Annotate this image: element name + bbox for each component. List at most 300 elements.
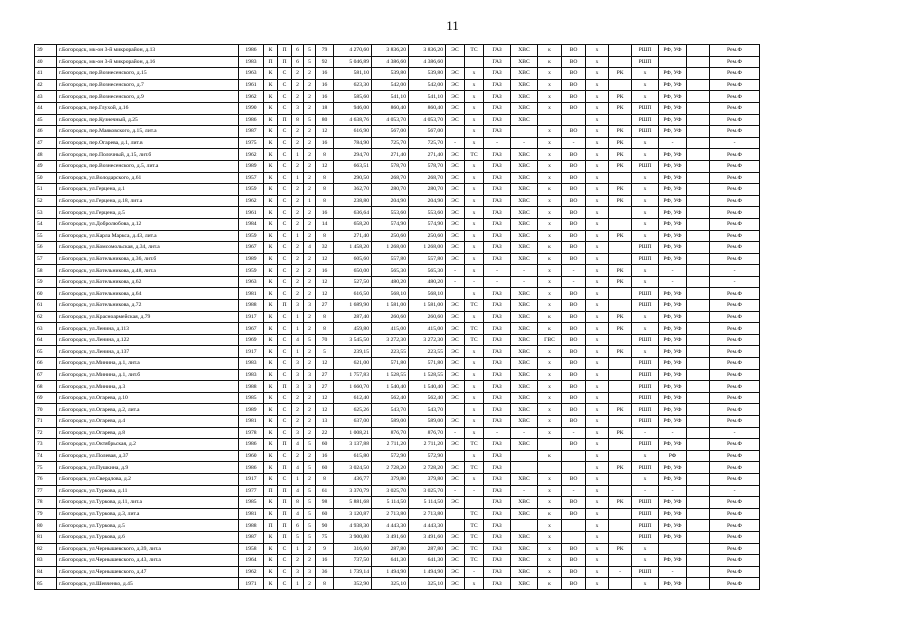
cell-floors: 2 — [304, 346, 316, 358]
cell-floors: 5 — [304, 114, 316, 126]
cell-living-area: 553,60 — [372, 207, 409, 219]
cell-repair-fund: - — [710, 137, 760, 149]
cell-shp: х — [632, 473, 659, 485]
cell-roof-repair — [609, 392, 632, 404]
cell-address: г.Богородск, ул.Красноармейская, д.79 — [57, 311, 239, 323]
cell-residential-area: 1 528,55 — [409, 369, 446, 381]
cell-col-x: х — [586, 230, 609, 242]
cell-material-floor: С — [278, 473, 292, 485]
cell-hot-water: х — [538, 288, 562, 300]
cell-shp: РШП — [632, 334, 659, 346]
cell-col-x: х — [586, 91, 609, 103]
cell-build-year: 1983 — [239, 56, 264, 68]
cell-material-floor: П — [278, 439, 292, 451]
cell-shp: - — [632, 485, 659, 497]
cell-col-x: х — [586, 497, 609, 509]
cell-cold-water: ХВС — [511, 555, 538, 567]
cell-living-area: 3 272,30 — [372, 334, 409, 346]
cell-heating: х — [465, 473, 484, 485]
cell-total-area: 585,60 — [334, 91, 372, 103]
table-row — [35, 149, 760, 161]
cell-facade: РФ, УФ — [659, 311, 687, 323]
cell-flats: 8 — [316, 230, 334, 242]
cell-roof-repair: РК — [609, 160, 632, 172]
cell-total-area: 616,90 — [334, 126, 372, 138]
cell-living-area: 2 713,80 — [372, 508, 409, 520]
cell-material-floor: С — [278, 369, 292, 381]
cell-cold-water: ХВС — [511, 369, 538, 381]
cell-material-wall: К — [264, 323, 278, 335]
cell-repair-fund: Рем.Ф — [710, 114, 760, 126]
cell-extra — [687, 126, 710, 138]
cell-build-year: 1983 — [239, 358, 264, 370]
cell-material-wall: К — [264, 160, 278, 172]
cell-build-year: 1985 — [239, 497, 264, 509]
cell-heating: х — [465, 79, 484, 91]
cell-entrances: 3 — [292, 369, 304, 381]
cell-electricity: ЭС — [446, 114, 465, 126]
cell-extra — [687, 91, 710, 103]
cell-entrances: 2 — [292, 450, 304, 462]
cell-cold-water: - — [511, 276, 538, 288]
cell-material-floor: С — [278, 288, 292, 300]
cell-material-wall: К — [264, 566, 278, 578]
cell-heating: - — [465, 485, 484, 497]
cell-col-x: х — [586, 207, 609, 219]
cell-build-year: 1962 — [239, 195, 264, 207]
cell-build-year: 1967 — [239, 242, 264, 254]
cell-build-year: 1957 — [239, 172, 264, 184]
cell-heating: х — [465, 218, 484, 230]
cell-gas: ГАЗ — [484, 68, 511, 80]
cell-living-area: 204,90 — [372, 195, 409, 207]
cell-extra — [687, 195, 710, 207]
cell-facade: - — [659, 485, 687, 497]
cell-build-year: 1989 — [239, 253, 264, 265]
cell-hot-water: ГВС — [538, 334, 562, 346]
cell-roof-repair: РК — [609, 126, 632, 138]
cell-residential-area: 3 272,30 — [409, 334, 446, 346]
cell-gas: - — [484, 276, 511, 288]
cell-extra — [687, 114, 710, 126]
cell-heating: ТС — [465, 508, 484, 520]
cell-row-number: 77 — [35, 485, 57, 497]
cell-heating — [465, 56, 484, 68]
cell-electricity — [446, 520, 465, 532]
cell-extra — [687, 531, 710, 543]
cell-total-area: 1 458,20 — [334, 242, 372, 254]
cell-extra — [687, 508, 710, 520]
cell-total-area: 637,00 — [334, 416, 372, 428]
cell-material-wall: К — [264, 416, 278, 428]
cell-roof-repair: РК — [609, 497, 632, 509]
cell-row-number: 75 — [35, 462, 57, 474]
cell-residential-area: 860,40 — [409, 102, 446, 114]
cell-build-year: 1971 — [239, 578, 264, 590]
cell-col-x: х — [586, 56, 609, 68]
cell-total-area: 316,60 — [334, 543, 372, 555]
cell-sewerage — [562, 520, 586, 532]
cell-electricity: ЭС — [446, 531, 465, 543]
cell-row-number: 70 — [35, 404, 57, 416]
cell-hot-water: х — [538, 91, 562, 103]
cell-entrances: 6 — [292, 45, 304, 57]
cell-shp: х — [632, 172, 659, 184]
cell-hot-water: х — [538, 566, 562, 578]
cell-extra — [687, 520, 710, 532]
cell-extra — [687, 45, 710, 57]
cell-roof-repair — [609, 450, 632, 462]
cell-address: г.Богородск, ул.Туркова, д.5 — [57, 520, 239, 532]
cell-material-floor: П — [278, 45, 292, 57]
cell-extra — [687, 358, 710, 370]
cell-entrances: 2 — [292, 137, 304, 149]
cell-cold-water: ХВС — [511, 56, 538, 68]
cell-roof-repair — [609, 253, 632, 265]
cell-residential-area: 1 268,00 — [409, 242, 446, 254]
table-row — [35, 56, 760, 68]
cell-flats: 61 — [316, 485, 334, 497]
table-row — [35, 218, 760, 230]
cell-sewerage: - — [562, 485, 586, 497]
cell-material-floor: С — [278, 358, 292, 370]
cell-hot-water: к — [538, 56, 562, 68]
cell-gas: ГАЗ — [484, 358, 511, 370]
cell-material-wall: К — [264, 508, 278, 520]
cell-cold-water: ХВС — [511, 102, 538, 114]
cell-floors: 2 — [304, 323, 316, 335]
cell-living-area: 223,55 — [372, 346, 409, 358]
cell-material-floor: П — [278, 531, 292, 543]
cell-facade: РФ, УФ — [659, 323, 687, 335]
cell-electricity: ЭС — [446, 392, 465, 404]
cell-extra — [687, 253, 710, 265]
cell-shp: РШП — [632, 253, 659, 265]
cell-gas: ГАЗ — [484, 300, 511, 312]
cell-entrances: 2 — [292, 126, 304, 138]
cell-living-area: 4 386,60 — [372, 56, 409, 68]
cell-roof-repair — [609, 45, 632, 57]
cell-gas: - — [484, 265, 511, 277]
table-row — [35, 172, 760, 184]
cell-total-area: 5 881,68 — [334, 497, 372, 509]
cell-row-number: 51 — [35, 184, 57, 196]
table-row — [35, 79, 760, 91]
cell-electricity: ЭС — [446, 184, 465, 196]
cell-facade: РФ, УФ — [659, 126, 687, 138]
cell-cold-water — [511, 520, 538, 532]
cell-sewerage: ВО — [562, 311, 586, 323]
cell-heating: ТС — [465, 300, 484, 312]
cell-total-area: 287,40 — [334, 311, 372, 323]
cell-total-area: 238,80 — [334, 195, 372, 207]
cell-flats: 60 — [316, 439, 334, 451]
cell-hot-water: х — [538, 485, 562, 497]
cell-repair-fund: Рем.Ф — [710, 381, 760, 393]
cell-cold-water: ХВС — [511, 578, 538, 590]
cell-col-x: х — [586, 276, 609, 288]
cell-row-number: 62 — [35, 311, 57, 323]
cell-repair-fund: - — [710, 265, 760, 277]
cell-roof-repair: РК — [609, 404, 632, 416]
cell-repair-fund: Рем.Ф — [710, 473, 760, 485]
cell-total-area: 3 545,50 — [334, 334, 372, 346]
cell-col-x: х — [586, 520, 609, 532]
cell-living-area: 1 528,55 — [372, 369, 409, 381]
cell-facade: РФ, УФ — [659, 79, 687, 91]
cell-facade: - — [659, 265, 687, 277]
cell-address: г.Богородск, ул.Пушкина, д.9 — [57, 462, 239, 474]
cell-material-floor: С — [278, 91, 292, 103]
cell-residential-area: 562,40 — [409, 392, 446, 404]
cell-heating: х — [465, 578, 484, 590]
cell-gas: ГАЗ — [484, 195, 511, 207]
cell-roof-repair — [609, 485, 632, 497]
table-row — [35, 497, 760, 509]
cell-entrances: 2 — [292, 253, 304, 265]
cell-row-number: 59 — [35, 276, 57, 288]
cell-build-year: 1961 — [239, 79, 264, 91]
cell-material-wall: К — [264, 137, 278, 149]
cell-hot-water: х — [538, 473, 562, 485]
cell-living-area: 1 581,00 — [372, 300, 409, 312]
cell-facade: РФ, УФ — [659, 218, 687, 230]
cell-flats: 16 — [316, 207, 334, 219]
cell-living-area: 562,40 — [372, 392, 409, 404]
cell-cold-water — [511, 462, 538, 474]
cell-hot-water: х — [538, 520, 562, 532]
cell-gas: ГАЗ — [484, 91, 511, 103]
cell-floors: 2 — [304, 126, 316, 138]
table-row — [35, 358, 760, 370]
cell-electricity: ЭС — [446, 300, 465, 312]
cell-material-wall: К — [264, 462, 278, 474]
cell-total-area: 294,70 — [334, 149, 372, 161]
cell-total-area: 4 938,30 — [334, 520, 372, 532]
cell-entrances: 1 — [292, 149, 304, 161]
cell-floors: 5 — [304, 508, 316, 520]
cell-material-wall: К — [264, 149, 278, 161]
cell-electricity: ЭС — [446, 149, 465, 161]
cell-sewerage: ВО — [562, 346, 586, 358]
cell-address: г.Богородск, ул.Минина, д.3 — [57, 381, 239, 393]
cell-electricity: ЭС — [446, 358, 465, 370]
table-row — [35, 276, 760, 288]
cell-living-area: 1 494,90 — [372, 566, 409, 578]
cell-material-floor: С — [278, 149, 292, 161]
cell-flats: 8 — [316, 473, 334, 485]
cell-material-wall: К — [264, 358, 278, 370]
cell-repair-fund: Рем.Ф — [710, 172, 760, 184]
cell-living-area: 589,00 — [372, 416, 409, 428]
cell-address: г.Богородск, пер.Огарева, д.1, лит.в — [57, 137, 239, 149]
table-row — [35, 207, 760, 219]
cell-entrances: 1 — [292, 311, 304, 323]
cell-roof-repair — [609, 369, 632, 381]
cell-material-floor: С — [278, 126, 292, 138]
cell-gas: ГАЗ — [484, 207, 511, 219]
cell-address: г.Богородск, ул.Чернышевского, д.43, лит.а — [57, 555, 239, 567]
cell-electricity: ЭС — [446, 497, 465, 509]
cell-shp: РШП — [632, 242, 659, 254]
cell-material-floor: С — [278, 334, 292, 346]
cell-total-area: 623,30 — [334, 79, 372, 91]
cell-flats: 8 — [316, 195, 334, 207]
cell-sewerage: ВО — [562, 392, 586, 404]
cell-address: г.Богородск, ул.Огарева, д.4 — [57, 416, 239, 428]
cell-material-wall: К — [264, 253, 278, 265]
cell-sewerage: ВО — [562, 508, 586, 520]
cell-flats: 16 — [316, 68, 334, 80]
cell-heating: х — [465, 230, 484, 242]
cell-flats: 8 — [316, 578, 334, 590]
cell-heating: ТС — [465, 531, 484, 543]
cell-shp: РШП — [632, 126, 659, 138]
cell-gas: ГАЗ — [484, 114, 511, 126]
cell-row-number: 72 — [35, 427, 57, 439]
cell-roof-repair — [609, 381, 632, 393]
cell-floors: 5 — [304, 56, 316, 68]
cell-flats: 18 — [316, 102, 334, 114]
cell-residential-area: 5 114,50 — [409, 497, 446, 509]
cell-material-wall: К — [264, 427, 278, 439]
table-row — [35, 311, 760, 323]
cell-repair-fund: Рем.Ф — [710, 404, 760, 416]
cell-living-area: 325,10 — [372, 578, 409, 590]
cell-material-floor: П — [278, 300, 292, 312]
cell-row-number: 79 — [35, 508, 57, 520]
cell-col-x: х — [586, 68, 609, 80]
cell-total-area: 621,00 — [334, 358, 372, 370]
cell-heating: ТС — [465, 439, 484, 451]
cell-facade: РФ, УФ — [659, 520, 687, 532]
cell-col-x: х — [586, 358, 609, 370]
cell-address: г.Богородск, ул.Ленина, д.137 — [57, 346, 239, 358]
cell-electricity: ЭС — [446, 439, 465, 451]
cell-facade: РФ, УФ — [659, 45, 687, 57]
cell-extra — [687, 288, 710, 300]
cell-facade: РФ, УФ — [659, 381, 687, 393]
cell-sewerage: ВО — [562, 358, 586, 370]
cell-entrances: 2 — [292, 416, 304, 428]
cell-electricity: ЭС — [446, 311, 465, 323]
cell-electricity: - — [446, 427, 465, 439]
cell-address: г.Богородск, ул.Огарева, д.2, лит.а — [57, 404, 239, 416]
cell-extra — [687, 242, 710, 254]
cell-address: г.Богородск, пер.Вознесенского, д.9 — [57, 91, 239, 103]
cell-gas: ГАЗ — [484, 531, 511, 543]
cell-facade: РФ, УФ — [659, 555, 687, 567]
cell-repair-fund: Рем.Ф — [710, 149, 760, 161]
cell-row-number: 56 — [35, 242, 57, 254]
cell-electricity: ЭС — [446, 334, 465, 346]
cell-electricity: ЭС — [446, 218, 465, 230]
cell-repair-fund: Рем.Ф — [710, 392, 760, 404]
table-row — [35, 531, 760, 543]
cell-repair-fund: Рем.Ф — [710, 91, 760, 103]
cell-gas: ГАЗ — [484, 508, 511, 520]
cell-roof-repair — [609, 218, 632, 230]
table-row — [35, 242, 760, 254]
cell-repair-fund: Рем.Ф — [710, 230, 760, 242]
cell-entrances: 1 — [292, 346, 304, 358]
cell-heating: х — [465, 253, 484, 265]
cell-residential-area: 572,90 — [409, 450, 446, 462]
cell-hot-water: х — [538, 79, 562, 91]
cell-living-area: 641,30 — [372, 555, 409, 567]
cell-address: г.Богородск, ул.Добролюбова, д.12 — [57, 218, 239, 230]
cell-flats: 16 — [316, 79, 334, 91]
cell-material-wall: К — [264, 346, 278, 358]
cell-entrances: 2 — [292, 288, 304, 300]
cell-heating: ТС — [465, 45, 484, 57]
cell-total-area: 946,00 — [334, 102, 372, 114]
cell-row-number: 65 — [35, 346, 57, 358]
cell-living-area: 480,20 — [372, 276, 409, 288]
cell-extra — [687, 555, 710, 567]
cell-repair-fund: Рем.Ф — [710, 288, 760, 300]
cell-electricity: ЭС — [446, 253, 465, 265]
cell-entrances: 6 — [292, 520, 304, 532]
cell-material-floor: С — [278, 230, 292, 242]
table-row — [35, 45, 760, 57]
cell-roof-repair — [609, 79, 632, 91]
cell-roof-repair — [609, 242, 632, 254]
cell-sewerage: ВО — [562, 160, 586, 172]
cell-sewerage: ВО — [562, 91, 586, 103]
cell-repair-fund: Рем.Ф — [710, 450, 760, 462]
cell-electricity: ЭС — [446, 462, 465, 474]
cell-residential-area: 574,90 — [409, 218, 446, 230]
cell-total-area: 650,00 — [334, 265, 372, 277]
cell-hot-water: х — [538, 531, 562, 543]
cell-entrances: 8 — [292, 114, 304, 126]
cell-repair-fund: Рем.Ф — [710, 439, 760, 451]
cell-heating: х — [465, 416, 484, 428]
cell-extra — [687, 462, 710, 474]
cell-floors: 5 — [304, 485, 316, 497]
cell-hot-water: к — [538, 450, 562, 462]
cell-floors: 5 — [304, 531, 316, 543]
cell-row-number: 76 — [35, 473, 57, 485]
cell-roof-repair: РК — [609, 323, 632, 335]
cell-cold-water: ХВС — [511, 45, 538, 57]
cell-material-wall: К — [264, 68, 278, 80]
cell-col-x: х — [586, 323, 609, 335]
cell-total-area: 3 137,88 — [334, 439, 372, 451]
cell-residential-area: 415,00 — [409, 323, 446, 335]
cell-facade: РФ, УФ — [659, 369, 687, 381]
cell-repair-fund: Рем.Ф — [710, 184, 760, 196]
cell-flats: 98 — [316, 497, 334, 509]
cell-row-number: 60 — [35, 288, 57, 300]
cell-heating: х — [465, 404, 484, 416]
cell-flats: 79 — [316, 45, 334, 57]
cell-roof-repair: РК — [609, 137, 632, 149]
cell-gas: ГАЗ — [484, 45, 511, 57]
cell-cold-water: ХВС — [511, 160, 538, 172]
cell-repair-fund: Рем.Ф — [710, 508, 760, 520]
cell-shp: х — [632, 311, 659, 323]
cell-shp: РШП — [632, 404, 659, 416]
cell-hot-water: х — [538, 427, 562, 439]
cell-col-x: х — [586, 381, 609, 393]
cell-cold-water: ХВС — [511, 311, 538, 323]
cell-material-wall: К — [264, 439, 278, 451]
cell-total-area: 737,50 — [334, 555, 372, 567]
cell-facade: РФ, УФ — [659, 334, 687, 346]
cell-row-number: 42 — [35, 79, 57, 91]
